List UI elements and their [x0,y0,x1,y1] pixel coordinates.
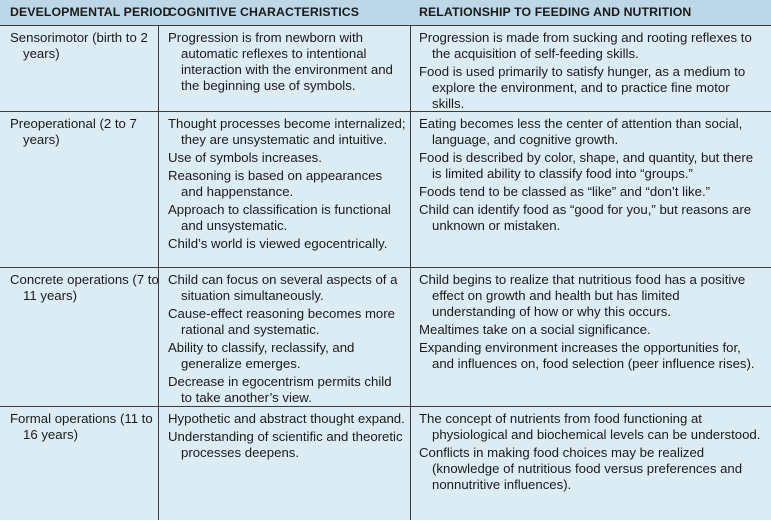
table-row [0,268,771,407]
nutrition-cell [419,30,765,114]
cognitive-item: Use of symbols increases. [168,150,322,165]
cognitive-item: Decrease in egocentrism permits child to take another’s view. [168,374,392,405]
cognitive-cell [168,272,406,408]
table-row [0,407,771,520]
period-cell [10,30,160,64]
nutrition-item: Child can identify food as “good for you,” but reasons are unknown or mistaken. [419,202,752,233]
period-text: Formal operations (11 to 16 years) [10,411,153,442]
period-cell [10,411,160,445]
nutrition-item: Child begins to realize that nutritious food has a positive effect on growth and health but has limited understanding of how or why this occurs. [419,272,746,319]
cognitive-item: Progression is from newborn with automatic reflexes to intentional interaction with the environment and the beginning use of symbols. [168,30,393,93]
cognitive-item: Child can focus on several aspects of a situation simultaneously. [168,272,398,303]
cognitive-item: Thought processes become internalized; they are unsystematic and intuitive. [168,116,406,147]
period-cell [10,272,160,306]
nutrition-item: Eating becomes less the center of attention than social, language, and cognitive growth. [419,116,743,147]
cognitive-item: Understanding of scientific and theoretic processes deepens. [168,429,403,460]
nutrition-cell [419,116,765,236]
cognitive-cell [168,30,406,96]
nutrition-item: Progression is made from sucking and rooting reflexes to the acquisition of self-feeding skills. [419,30,752,61]
column-divider [410,407,411,520]
period-cell [10,116,160,150]
table-row [0,26,771,112]
header-developmental-period: DEVELOPMENTAL PERIOD [10,5,172,19]
nutrition-item: The concept of nutrients from food functioning at physiological and biochemical levels can be understood. [419,411,761,442]
nutrition-item: Food is described by color, shape, and quantity, but there is limited ability to classify food into “groups.” [419,150,754,181]
cognitive-cell [168,411,406,463]
cognitive-item: Ability to classify, reclassify, and generalize emerges. [168,340,355,371]
cognitive-item: Reasoning is based on appearances and happenstance. [168,168,383,199]
cognitive-item: Cause-effect reasoning becomes more rational and systematic. [168,306,395,337]
cognitive-item: Hypothetic and abstract thought expand. [168,411,405,426]
period-text: Preoperational (2 to 7 years) [10,116,137,147]
nutrition-item: Conflicts in making food choices may be realized (knowledge of nutritious food versus preferences and nonnutritive influences). [419,445,743,492]
nutrition-item: Food is used primarily to satisfy hunger, as a medium to explore the environment, and to practice fine motor skills. [419,64,746,111]
nutrition-cell [419,411,765,495]
nutrition-item: Mealtimes take on a social significance. [419,322,651,337]
column-divider [410,26,411,111]
nutrition-item: Foods tend to be classed as “like” and “don’t like.” [419,184,711,199]
table-row [0,112,771,268]
cognitive-item: Child’s world is viewed egocentrically. [168,236,388,251]
period-text: Concrete operations (7 to 11 years) [10,272,159,303]
column-divider [410,112,411,267]
column-divider [410,268,411,406]
cognitive-item: Approach to classification is functional and unsystematic. [168,202,391,233]
nutrition-item: Expanding environment increases the opportunities for, and influences on, food selection (peer influence rises). [419,340,755,371]
cognitive-cell [168,116,406,254]
table-header [0,0,771,26]
header-cognitive-characteristics: COGNITIVE CHARACTERISTICS [168,5,360,19]
header-feeding-nutrition: RELATIONSHIP TO FEEDING AND NUTRITION [419,5,692,19]
period-text: Sensorimotor (birth to 2 years) [10,30,148,61]
nutrition-cell [419,272,765,374]
